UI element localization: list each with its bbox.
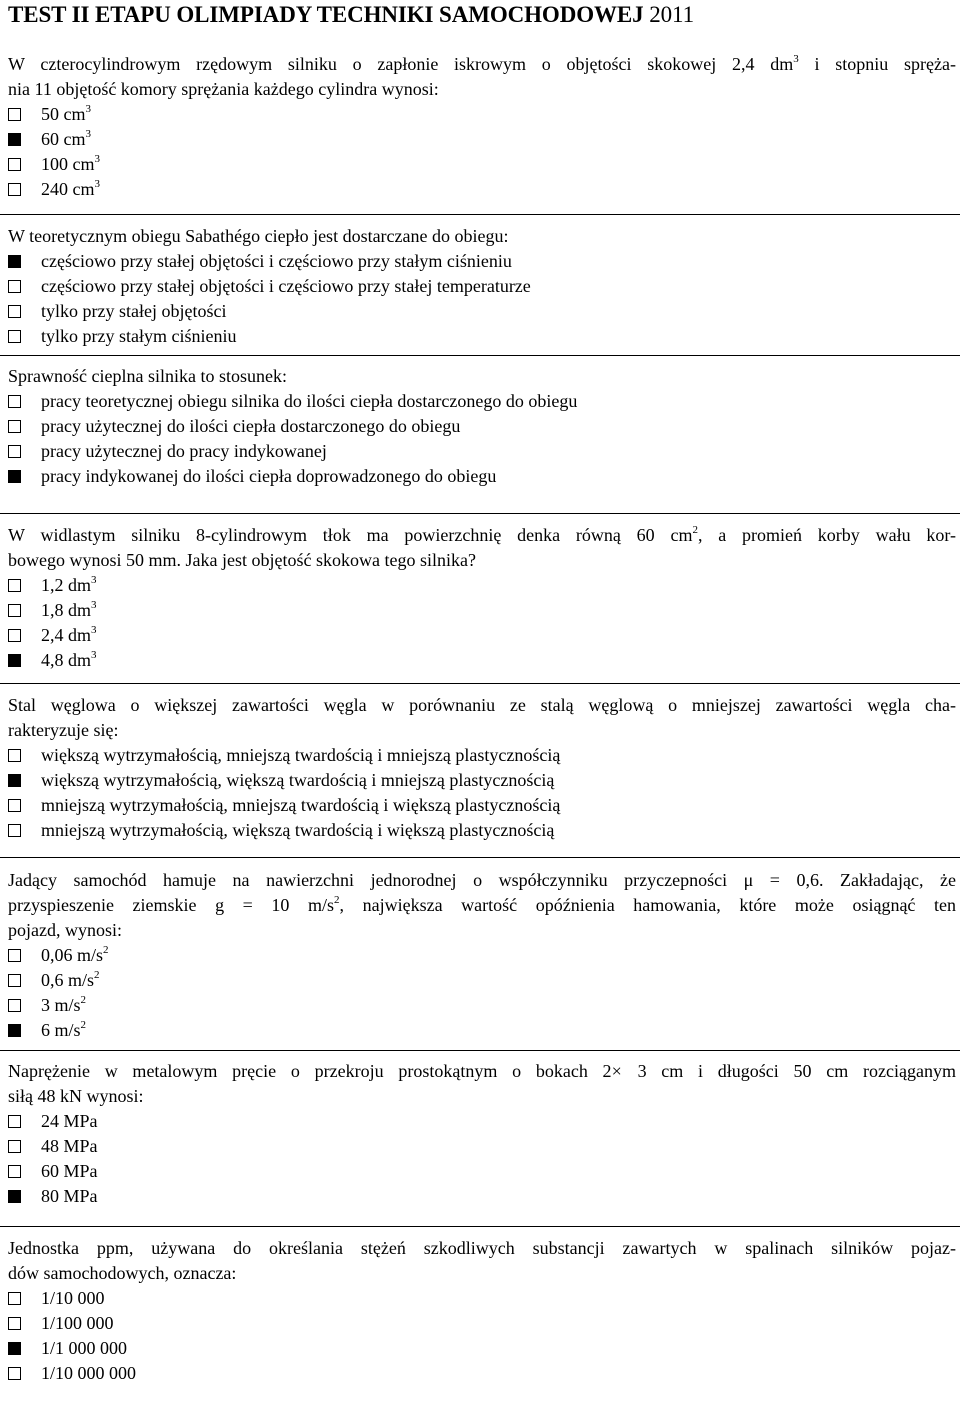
answer-option[interactable] [8,1159,956,1184]
answer-option[interactable] [8,1361,956,1386]
answer-label [41,299,226,324]
answer-text: częściowo przy stałej objętości i częściowo przy stałej temperaturze [41,276,531,296]
answer-text: 60 cm [41,129,86,149]
answer-text: 1/1 000 000 [41,1338,128,1358]
answer-superscript: 3 [91,624,97,636]
answer-options [8,743,956,843]
answer-label [41,993,86,1018]
checkbox-unchecked[interactable] [8,799,21,812]
answer-text: większą wytrzymałością, mniejszą twardością i mniejszą plastycznością [41,745,561,765]
answer-superscript: 2 [80,1019,87,1031]
answer-options [8,943,956,1043]
answer-option[interactable] [8,1336,956,1361]
question-text [8,52,956,102]
checkbox-unchecked[interactable] [8,604,21,617]
answer-superscript: 2 [103,944,109,956]
answer-option[interactable] [8,793,956,818]
answer-option[interactable] [8,324,956,349]
checkbox-checked[interactable] [8,1190,21,1203]
answer-label [41,1286,105,1311]
checkbox-unchecked[interactable] [8,1140,21,1153]
checkbox-unchecked[interactable] [8,330,21,343]
question-text [8,224,956,249]
question-block [8,693,956,843]
answer-options [8,1109,956,1209]
checkbox-unchecked[interactable] [8,949,21,962]
answer-text: tylko przy stałym ciśnieniu [41,326,237,346]
answer-superscript: 3 [91,599,97,611]
answer-text: 240 cm [41,179,95,199]
answer-label [41,573,97,598]
answer-options [8,573,956,673]
answer-text: 1,2 dm [41,575,92,595]
checkbox-unchecked[interactable] [8,1317,21,1330]
checkbox-checked[interactable] [8,654,21,667]
checkbox-unchecked[interactable] [8,445,21,458]
answer-label [41,274,531,299]
checkbox-unchecked[interactable] [8,974,21,987]
answer-label [41,1184,98,1209]
superscript: 2 [692,524,698,536]
answer-option[interactable] [8,598,956,623]
answer-label [41,768,554,793]
answer-text: pracy teoretycznej obiegu silnika do ilości ciepła dostarczonego do obiegu [41,391,578,411]
question-text-segment: siłą 48 kN wynosi: [8,1086,144,1106]
question-text-segment: dów samochodowych, oznacza: [8,1263,237,1283]
page-title [8,2,694,28]
checkbox-unchecked[interactable] [8,395,21,408]
answer-superscript: 3 [85,128,91,140]
answer-text: pracy użytecznej do pracy indykowanej [41,441,327,461]
checkbox-unchecked[interactable] [8,579,21,592]
answer-superscript: 2 [94,969,100,981]
answer-text: 1,8 dm [41,600,92,620]
checkbox-checked[interactable] [8,470,21,483]
answer-text: 1/10 000 000 [41,1363,137,1383]
checkbox-checked[interactable] [8,1024,21,1037]
answer-option[interactable] [8,818,956,843]
superscript: 2 [334,894,340,906]
checkbox-unchecked[interactable] [8,1165,21,1178]
answer-label [41,1134,98,1159]
answer-option[interactable] [8,1311,956,1336]
answer-label [41,152,100,177]
answer-label [41,249,512,274]
answer-options [8,1286,956,1386]
answer-text: pracy indykowanej do ilości ciepła doprowadzonego do obiegu [41,466,497,486]
answer-options [8,249,956,349]
question-separator [0,214,960,215]
answer-option[interactable] [8,993,956,1018]
checkbox-unchecked[interactable] [8,305,21,318]
answer-option[interactable] [8,623,956,648]
answer-option[interactable] [8,177,956,202]
answer-label [41,464,496,489]
checkbox-unchecked[interactable] [8,1292,21,1305]
question-line [8,1236,956,1261]
question-text-segment: przyspieszenie ziemskie g = 10 m/s [8,895,335,915]
title-main: TEST II ETAPU OLIMPIADY TECHNIKI SAMOCHODOWEJ [8,2,644,27]
answer-label [41,414,460,439]
question-line [8,224,956,249]
question-text-segment: pojazd, wynosi: [8,920,122,940]
question-text-segment: i stopniu spręża- [798,54,957,74]
question-text-segment: W widlastym silniku 8-cylindrowym tłok ma powierzchnię denka równą 60 cm [8,525,693,545]
question-separator [0,1050,960,1051]
question-text-segment: , a promień korby wału kor- [697,525,956,545]
question-line [8,1084,956,1109]
question-line [8,52,956,77]
checkbox-unchecked[interactable] [8,183,21,196]
answer-superscript: 3 [94,153,100,165]
question-block [8,52,956,202]
answer-superscript: 2 [80,994,87,1006]
checkbox-checked[interactable] [8,774,21,787]
answer-text: 2,4 dm [41,625,92,645]
answer-label [41,177,100,202]
answer-option[interactable] [8,249,956,274]
checkbox-unchecked[interactable] [8,629,21,642]
question-text [8,693,956,743]
question-text [8,1236,956,1286]
question-line [8,1261,956,1286]
answer-option[interactable] [8,743,956,768]
answer-label [41,648,97,673]
question-text-segment: rakteryzuje się: [8,720,119,740]
answer-label [41,1361,136,1386]
question-text-segment: , największa wartość opóźnienia hamowania, które może osiągnąć ten [339,895,956,915]
question-line [8,1059,956,1084]
answer-option[interactable] [8,464,956,489]
answer-option[interactable] [8,573,956,598]
question-line [8,548,956,573]
answer-option[interactable] [8,414,956,439]
multiplication-sign: × [611,1061,622,1081]
answer-text: 50 cm [41,104,86,124]
answer-option[interactable] [8,152,956,177]
question-separator [0,1226,960,1227]
question-text-segment: Jednostka ppm, używana do określania stężeń szkodliwych substancji zawartych w spalinach silników pojaz- [8,1238,956,1258]
answer-text: 3 m/s [41,995,81,1015]
question-line [8,868,956,893]
title-year: 2011 [649,2,694,27]
checkbox-unchecked[interactable] [8,108,21,121]
question-text-segment: bowego wynosi 50 mm. Jaka jest objętość skokowa tego silnika? [8,550,476,570]
answer-option[interactable] [8,439,956,464]
question-block [8,1059,956,1209]
answer-text: 24 MPa [41,1111,98,1131]
question-text-segment: Sprawność cieplna silnika to stosunek: [8,366,287,386]
answer-option[interactable] [8,648,956,673]
answer-label [41,598,97,623]
checkbox-checked[interactable] [8,133,21,146]
answer-label [41,1336,127,1361]
answer-label [41,943,109,968]
answer-option[interactable] [8,1018,956,1043]
checkbox-unchecked[interactable] [8,999,21,1012]
answer-option[interactable] [8,127,956,152]
question-text-segment: nia 11 objętość komory sprężania każdego cylindra wynosi: [8,79,439,99]
question-separator [0,513,960,514]
answer-option[interactable] [8,102,956,127]
answer-options [8,389,956,489]
answer-text: częściowo przy stałej objętości i częściowo przy stałym ciśnieniu [41,251,512,271]
answer-text: pracy użytecznej do ilości ciepła dostarczonego do obiegu [41,416,461,436]
checkbox-unchecked[interactable] [8,824,21,837]
question-line [8,77,956,102]
answer-text: 0,6 m/s [41,970,95,990]
answer-text: mniejszą wytrzymałością, większą twardością i większą plastycznością [41,820,555,840]
superscript: 3 [793,53,799,65]
question-text [8,364,956,389]
answer-label [41,102,91,127]
answer-text: 100 cm [41,154,95,174]
question-separator [0,683,960,684]
checkbox-unchecked[interactable] [8,749,21,762]
answer-label [41,793,560,818]
answer-label [41,324,236,349]
answer-text: mniejszą wytrzymałością, mniejszą twardością i większą plastycznością [41,795,561,815]
answer-label [41,743,560,768]
answer-text: 1/100 000 [41,1313,114,1333]
checkbox-unchecked[interactable] [8,158,21,171]
answer-label [41,127,91,152]
question-text [8,1059,956,1109]
question-text [8,523,956,573]
answer-label [41,968,100,993]
answer-text: większą wytrzymałością, większą twardością i mniejszą plastycznością [41,770,555,790]
checkbox-checked[interactable] [8,255,21,268]
answer-superscript: 3 [91,649,97,661]
question-separator [0,857,960,858]
answer-option[interactable] [8,389,956,414]
answer-option[interactable] [8,1184,956,1209]
question-text [8,868,956,943]
question-line [8,364,956,389]
answer-option[interactable] [8,1109,956,1134]
answer-text: tylko przy stałej objętości [41,301,227,321]
question-text-segment: W czterocylindrowym rzędowym silniku o zapłonie iskrowym o objętości skokowej 2,4 dm [8,54,794,74]
answer-superscript: 3 [91,574,97,586]
answer-option[interactable] [8,299,956,324]
question-block [8,364,956,489]
question-text-segment: Stal węglowa o większej zawartości węgla w porównaniu ze stalą węglową o mniejszej zawartości węgla cha- [8,695,956,715]
question-text-segment: Jadący samochód hamuje na nawierzchni jednorodnej o współczynniku przyczepności μ = 0,6. Zakładając, że [8,870,956,890]
question-line [8,918,956,943]
question-text-segment: Naprężenie w metalowym pręcie o przekroju prostokątnym o bokach 2 [8,1061,612,1081]
question-block [8,224,956,349]
question-line [8,893,956,918]
answer-label [41,1109,98,1134]
answer-label [41,1018,86,1043]
answer-text: 80 MPa [41,1186,98,1206]
answer-option[interactable] [8,943,956,968]
answer-superscript: 3 [94,178,100,190]
checkbox-unchecked[interactable] [8,420,21,433]
answer-label [41,623,97,648]
answer-option[interactable] [8,1286,956,1311]
question-separator [0,355,960,356]
answer-label [41,1159,98,1184]
answer-superscript: 3 [85,103,91,115]
answer-text: 4,8 dm [41,650,92,670]
question-text-segment: 3 cm i długości 50 cm rozciąganym [637,1061,956,1081]
answer-option[interactable] [8,1134,956,1159]
question-line [8,523,956,548]
question-block [8,868,956,1043]
question-block [8,1236,956,1386]
question-text-segment: W teoretycznym obiegu Sabathégo ciepło jest dostarczane do obiegu: [8,226,509,246]
answer-option[interactable] [8,768,956,793]
answer-label [41,439,327,464]
answer-option[interactable] [8,968,956,993]
answer-label [41,389,577,414]
checkbox-unchecked[interactable] [8,1367,21,1380]
checkbox-unchecked[interactable] [8,280,21,293]
answer-text: 48 MPa [41,1136,98,1156]
question-block [8,523,956,673]
answer-text: 0,06 m/s [41,945,104,965]
question-line [8,693,956,718]
answer-option[interactable] [8,274,956,299]
checkbox-unchecked[interactable] [8,1115,21,1128]
question-line [8,718,956,743]
answer-label [41,818,554,843]
answer-text: 6 m/s [41,1020,81,1040]
answer-text: 60 MPa [41,1161,98,1181]
answer-text: 1/10 000 [41,1288,105,1308]
checkbox-checked[interactable] [8,1342,21,1355]
answer-label [41,1311,114,1336]
answer-options [8,102,956,202]
